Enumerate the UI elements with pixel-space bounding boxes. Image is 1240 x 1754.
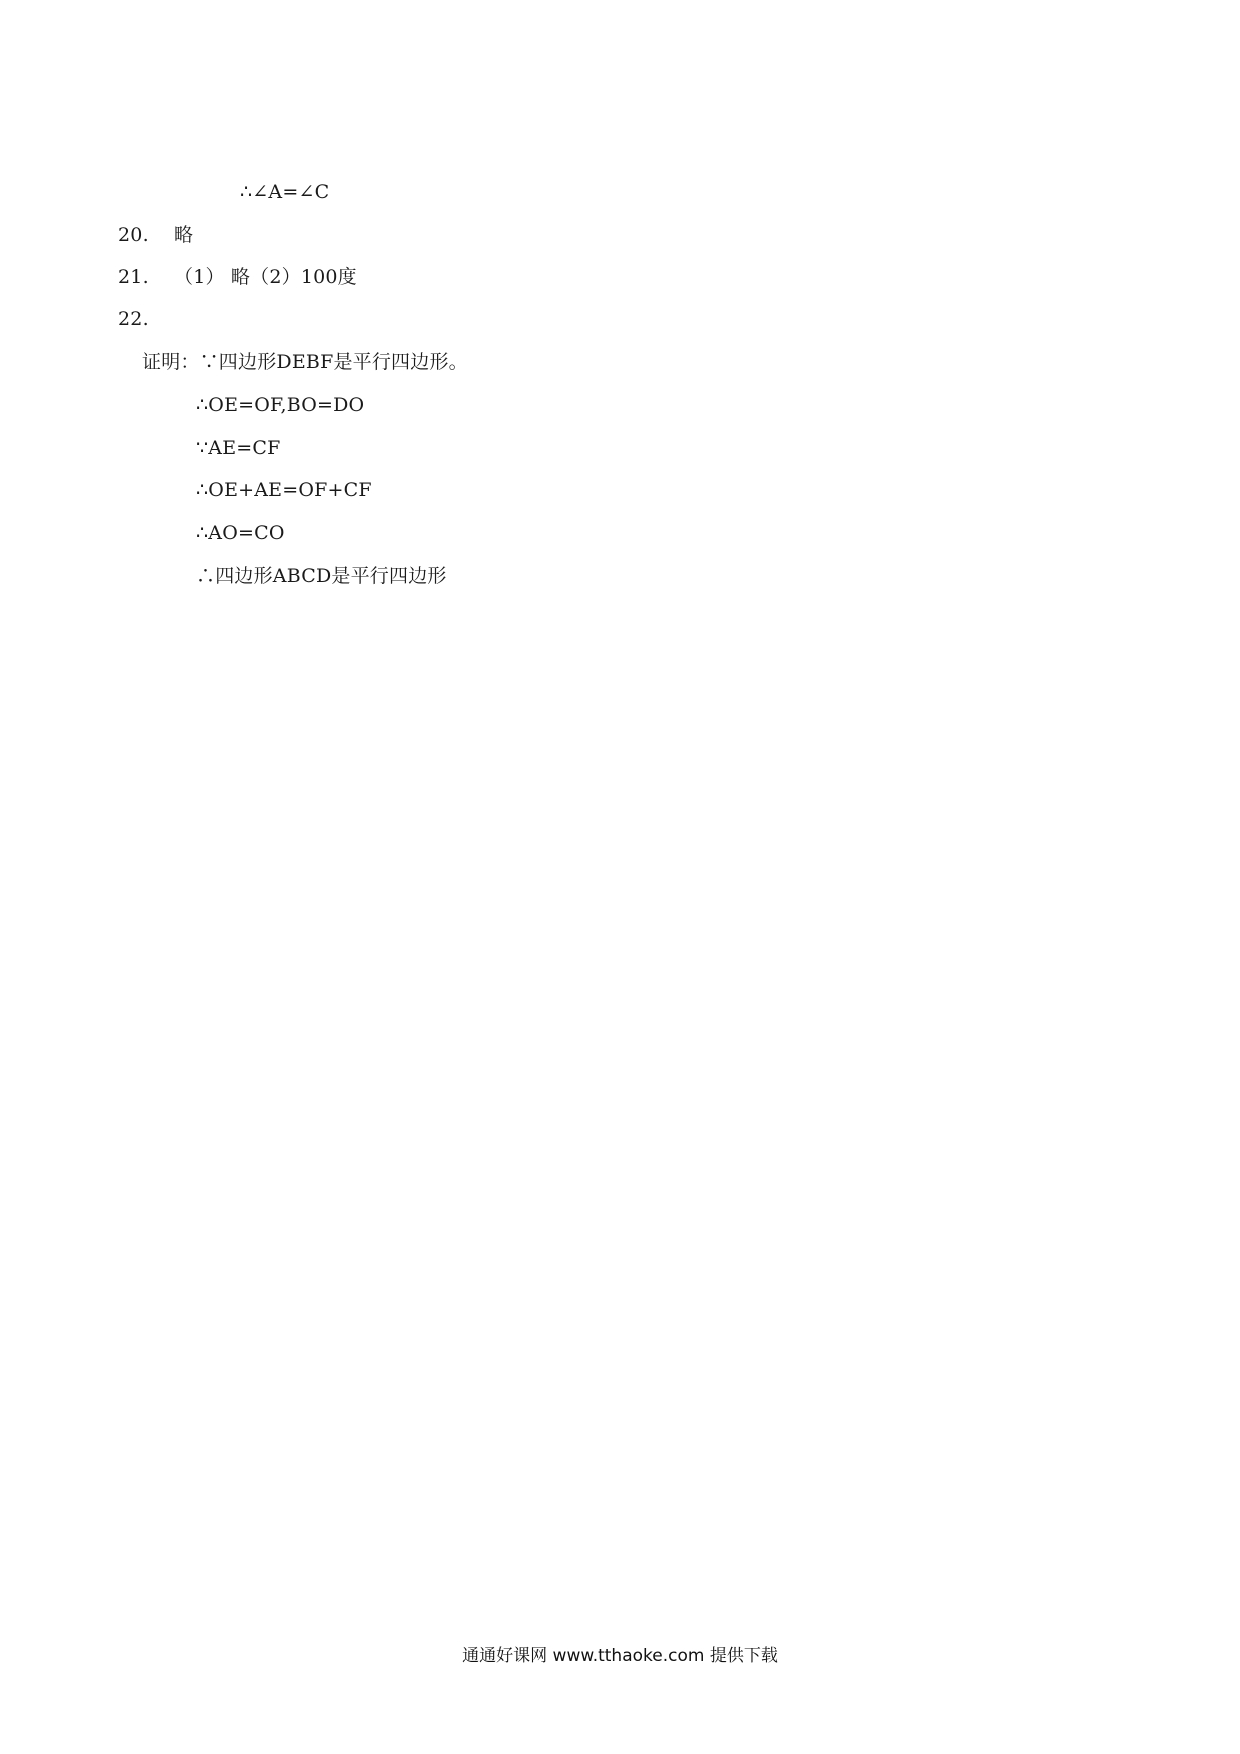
q21-answer: （1） 略（2）100度 bbox=[174, 266, 357, 288]
q22-step-2: ∵AE=CF bbox=[196, 437, 281, 459]
q22-step-5: ∴四边形ABCD是平行四边形 bbox=[196, 565, 447, 587]
q22-proof-intro: 证明：∵四边形DEBF是平行四边形。 bbox=[142, 351, 468, 373]
q22-step-3: ∴OE+AE=OF+CF bbox=[196, 479, 372, 501]
q21-number: 21. bbox=[118, 266, 149, 288]
q20-row bbox=[118, 222, 193, 248]
q20-number: 20. bbox=[118, 224, 149, 246]
q19-conclusion: ∴∠A=∠C bbox=[240, 181, 330, 203]
q22-step-1: ∴OE=OF,BO=DO bbox=[196, 394, 365, 416]
page-footer: 通通好课网 www.tthaoke.com 提供下载 bbox=[462, 1646, 778, 1666]
q22-step-4: ∴AO=CO bbox=[196, 522, 285, 544]
q20-answer: 略 bbox=[174, 224, 194, 246]
q22-number: 22. bbox=[118, 308, 149, 330]
q21-row bbox=[118, 264, 357, 290]
